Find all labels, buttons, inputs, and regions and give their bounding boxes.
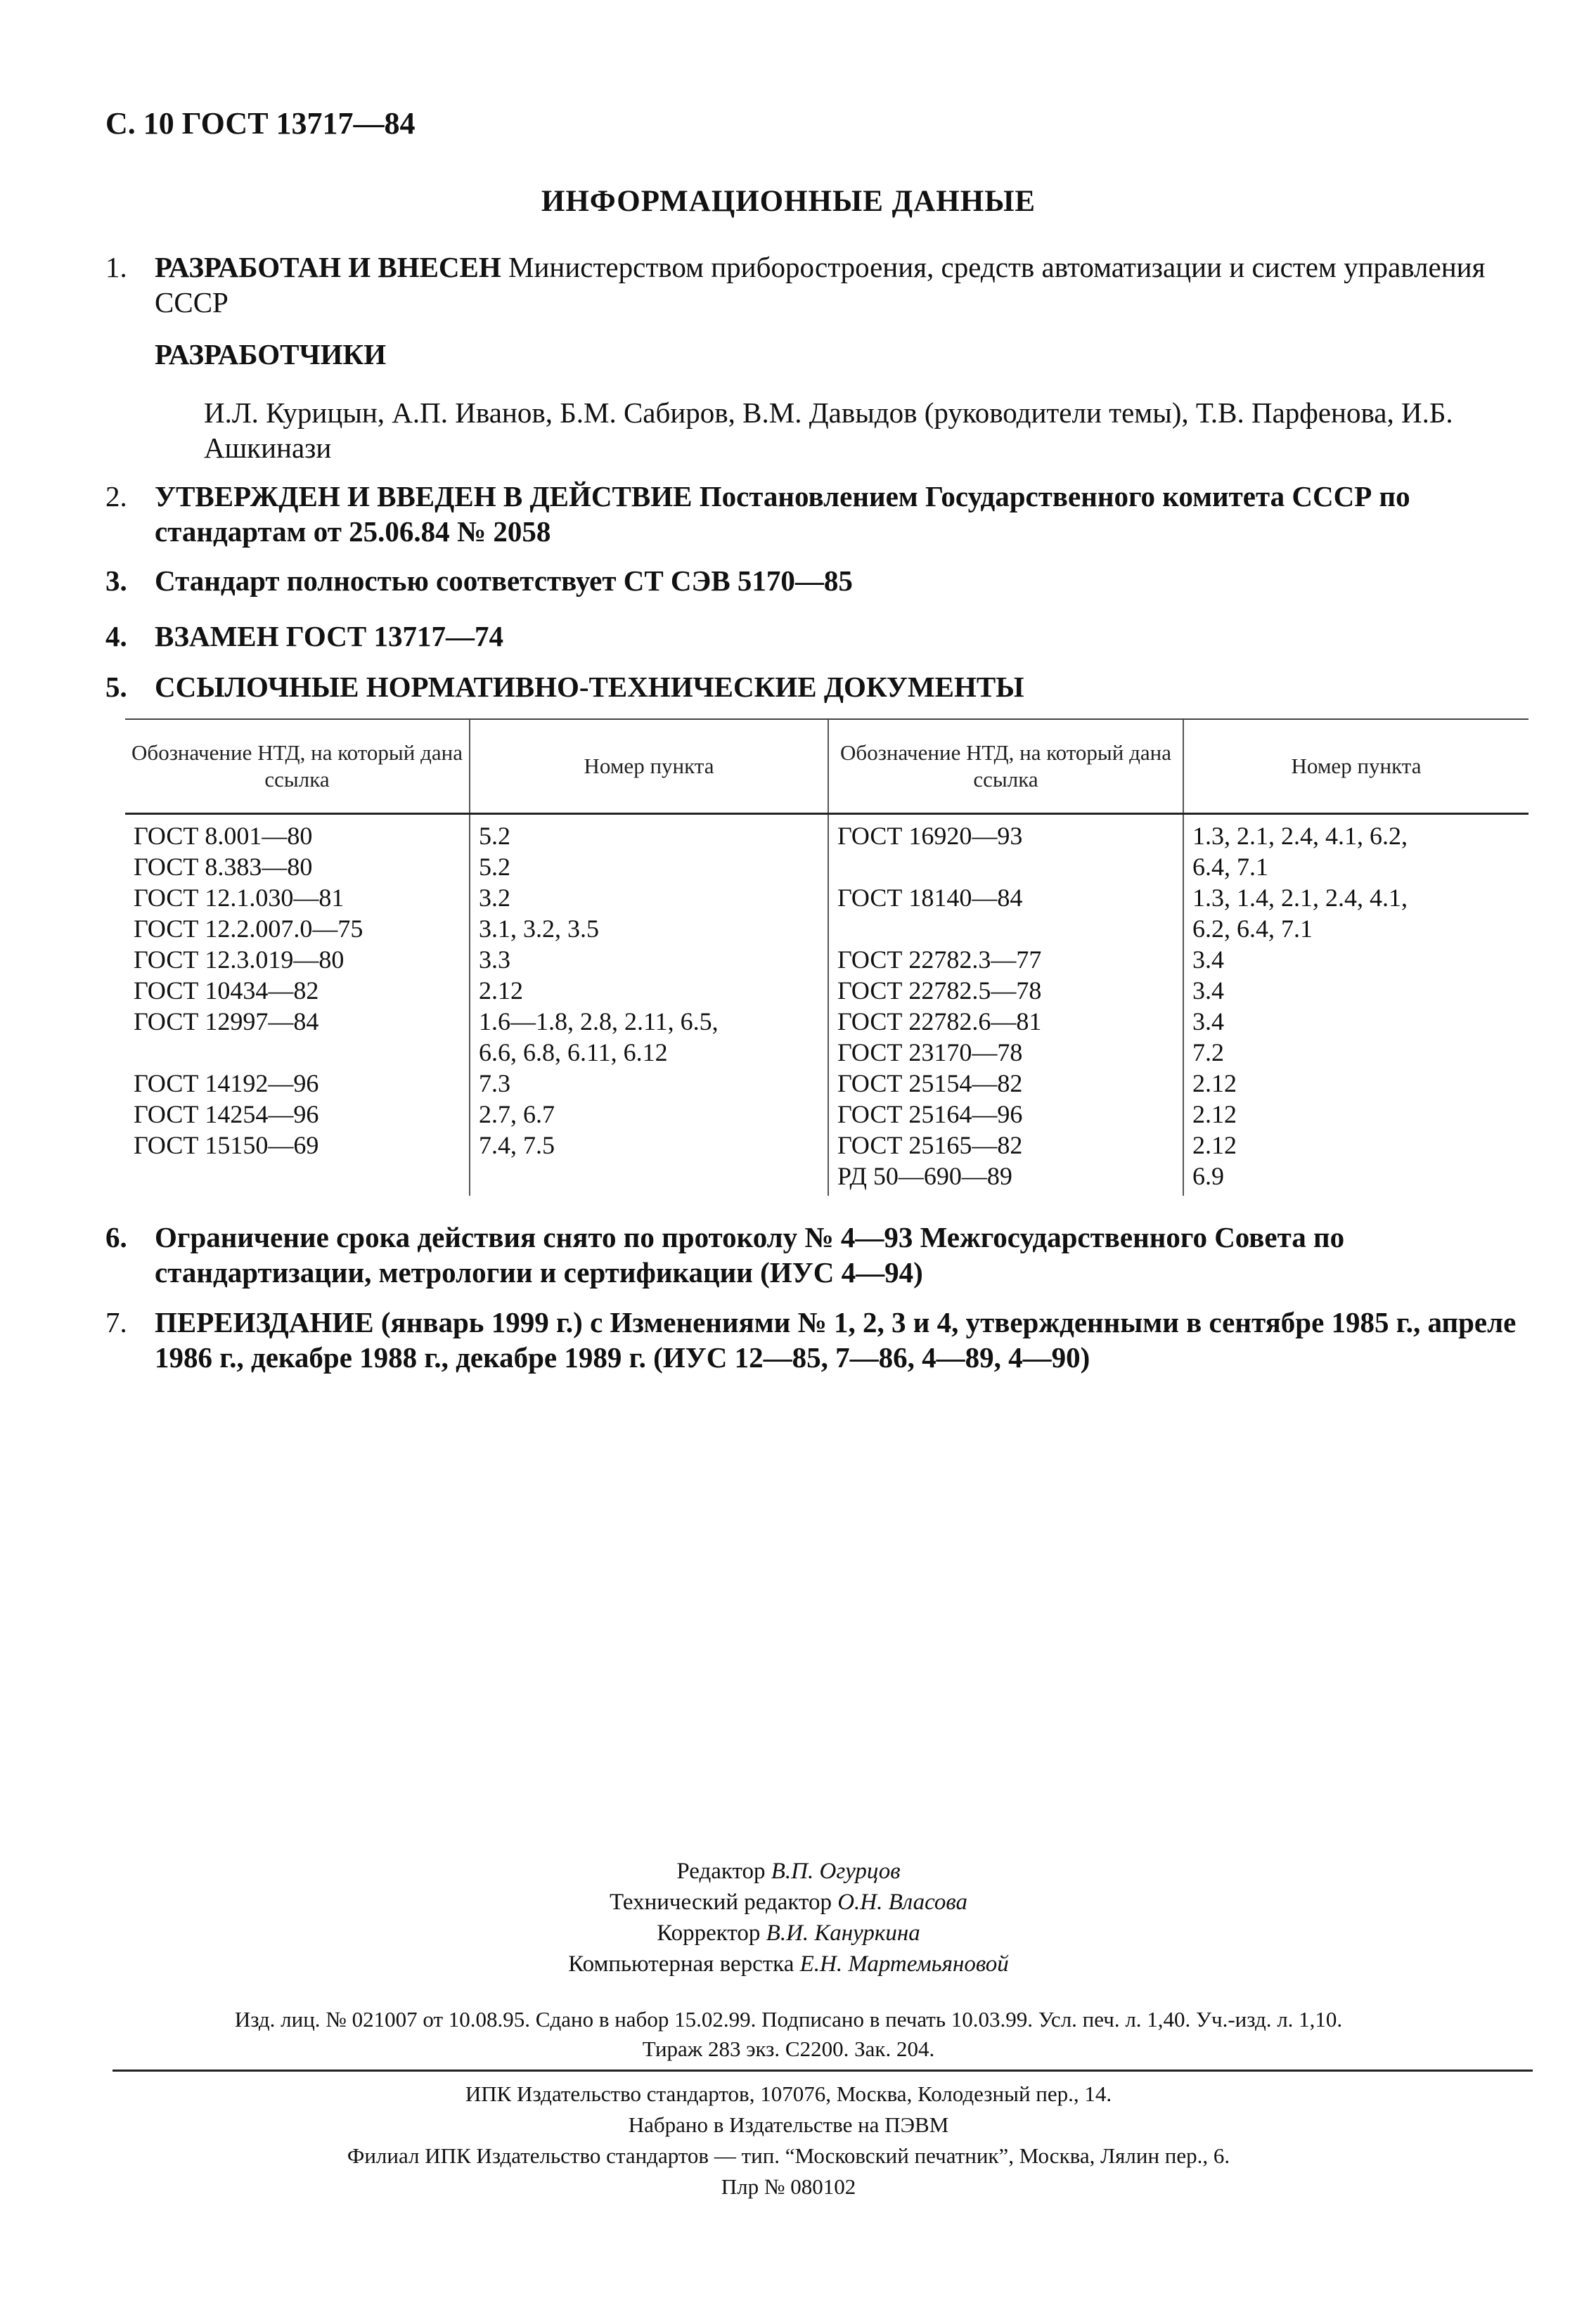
table-row	[125, 913, 1528, 944]
table-cell: ГОСТ 22782.3—77	[828, 944, 1183, 975]
item-1-text: Министерством приборостроения, средств автоматизации и систем управления СССР	[155, 251, 1486, 318]
table-cell: 2.12	[1183, 1099, 1528, 1130]
table-cell	[470, 1161, 828, 1196]
table-cell: ГОСТ 18140—84	[828, 882, 1183, 913]
item-2-text: Постановлением Государственного комитета СССР по стандартам от 25.06.84 № 2058	[155, 480, 1410, 548]
table-cell: ГОСТ 12.3.019—80	[134, 945, 345, 974]
table-cell: 3.4	[1183, 1006, 1528, 1037]
item-7-bold: ПЕРЕИЗДАНИЕ	[155, 1306, 374, 1338]
table-cell: 1.6—1.8, 2.8, 2.11, 6.5,	[470, 1006, 828, 1037]
developers-list: И.Л. Курицын, А.П. Иванов, Б.М. Сабиров, В.М. Давыдов (руководители темы), Т.В. Парфенова, И.Б. Ашкинази	[204, 396, 1453, 464]
table-cell: ГОСТ 14192—96	[134, 1069, 319, 1097]
item-3-text: Стандарт полностью соответствует СТ СЭВ 5170—85	[155, 564, 853, 597]
item-2	[105, 479, 1540, 549]
table-cell: 1.3, 1.4, 2.1, 2.4, 4.1,	[1183, 882, 1528, 913]
press-line-4: Плр № 080102	[721, 2174, 856, 2199]
credits-block	[0, 1856, 1577, 1980]
table-cell: ГОСТ 8.001—80	[134, 822, 313, 850]
press-line-3: Филиал ИПК Издательство стандартов — тип. “Московский печатник”, Москва, Лялин пер., 6.	[347, 2143, 1230, 2168]
table-cell: 3.2	[470, 882, 828, 913]
credit-editor	[0, 1856, 1577, 1887]
table-cell: ГОСТ 25154—82	[828, 1068, 1183, 1099]
item-5	[105, 669, 1540, 704]
publication-info	[0, 2005, 1577, 2064]
table-cell: ГОСТ 10434—82	[134, 976, 319, 1005]
item-7-text: (январь 1999 г.) с Изменениями № 1, 2, 3 и 4, утвержденными в сентябре 1985 г., апреле 1986 г., декабре 1988 г., декабре 1989 г. (ИУС 12—85, 7—86, 4—89, 4—90)	[155, 1306, 1517, 1374]
header-doc-2: Обозначение НТД, на который дана ссылка	[828, 719, 1183, 814]
credit-label: Компьютерная верстка	[568, 1951, 794, 1977]
table-cell: ГОСТ 25164—96	[828, 1099, 1183, 1130]
header-doc-1: Обозначение НТД, на который дана ссылка	[125, 719, 470, 814]
table-cell	[125, 1161, 470, 1196]
credit-layout	[0, 1949, 1577, 1980]
table-cell: 2.7, 6.7	[470, 1099, 828, 1130]
item-7	[105, 1305, 1540, 1375]
item-number: 7.	[105, 1306, 127, 1338]
table-cell: ГОСТ 16920—93	[828, 814, 1183, 852]
credit-name: В.И. Кануркина	[766, 1920, 920, 1946]
table-row	[125, 1130, 1528, 1161]
item-6	[105, 1220, 1540, 1290]
table-cell: ГОСТ 22782.5—78	[828, 975, 1183, 1006]
table-cell: РД 50—690—89	[828, 1161, 1183, 1196]
table-cell: 2.12	[1183, 1130, 1528, 1161]
table-row	[125, 1161, 1528, 1196]
table-cell	[125, 1037, 470, 1068]
table-cell: 1.3, 2.1, 2.4, 4.1, 6.2,	[1183, 814, 1528, 852]
page-title: ИНФОРМАЦИОННЫЕ ДАННЫЕ	[541, 185, 1036, 218]
publication-line-1: Изд. лиц. № 021007 от 10.08.95. Сдано в набор 15.02.99. Подписано в печать 10.03.99. Усл. печ. л. 1,40. Уч.-изд. л. 1,10.	[234, 2007, 1343, 2032]
item-number: 3.	[105, 564, 127, 597]
table-cell: 7.3	[470, 1068, 828, 1099]
table-row	[125, 944, 1528, 975]
item-number: 6.	[105, 1221, 127, 1253]
item-6-text: Ограничение срока действия снято по протоколу № 4—93 Межгосударственного Совета по стандартизации, метрологии и сертификации (ИУС 4—94)	[155, 1221, 1345, 1289]
table-cell: 2.12	[470, 975, 828, 1006]
header-point-1: Номер пункта	[470, 719, 828, 814]
table-cell	[828, 851, 1183, 882]
item-1-bold: РАЗРАБОТАН И ВНЕСЕН	[155, 251, 501, 283]
table-cell: 7.2	[1183, 1037, 1528, 1068]
item-number: 2.	[105, 480, 127, 512]
item-2-bold: УТВЕРЖДЕН И ВВЕДЕН В ДЕЙСТВИЕ	[155, 480, 693, 512]
table-cell: 5.2	[470, 814, 828, 852]
table-cell: 3.3	[470, 944, 828, 975]
table-cell: 3.4	[1183, 975, 1528, 1006]
item-1	[105, 250, 1540, 320]
item-3	[105, 563, 1540, 598]
table-cell: 6.2, 6.4, 7.1	[1183, 913, 1528, 944]
table-cell: 7.4, 7.5	[470, 1130, 828, 1161]
table-cell: 3.1, 3.2, 3.5	[470, 913, 828, 944]
press-line-1: ИПК Издательство стандартов, 107076, Москва, Колодезный пер., 14.	[465, 2081, 1112, 2106]
credit-corrector	[0, 1918, 1577, 1949]
table-row	[125, 851, 1528, 882]
table-row	[125, 1006, 1528, 1037]
table-cell	[828, 913, 1183, 944]
table-row	[125, 1037, 1528, 1068]
printing-house-info	[0, 2079, 1577, 2202]
table-header-row	[125, 719, 1528, 814]
table-cell: 3.4	[1183, 944, 1528, 975]
press-line-2: Набрано в Издательстве на ПЭВМ	[628, 2112, 949, 2137]
credit-name: О.Н. Власова	[837, 1890, 968, 1915]
table-cell: ГОСТ 12.1.030—81	[134, 884, 345, 912]
table-cell: ГОСТ 23170—78	[828, 1037, 1183, 1068]
table-cell: ГОСТ 12997—84	[134, 1007, 319, 1035]
item-5-text: ССЫЛОЧНЫЕ НОРМАТИВНО-ТЕХНИЧЕСКИЕ ДОКУМЕНТЫ	[155, 671, 1024, 703]
table-cell: ГОСТ 12.2.007.0—75	[134, 915, 363, 943]
table-row	[125, 1099, 1528, 1130]
publication-line-2: Тираж 283 экз. С2200. Зак. 204.	[642, 2036, 935, 2061]
credit-label: Корректор	[657, 1920, 761, 1946]
divider	[112, 2070, 1533, 2072]
item-number: 1.	[105, 251, 127, 283]
table-row	[125, 882, 1528, 913]
table-cell: 6.4, 7.1	[1183, 851, 1528, 882]
credit-label: Редактор	[676, 1859, 766, 1884]
item-4-text: ВЗАМЕН ГОСТ 13717—74	[155, 620, 503, 652]
table-row	[125, 814, 1528, 852]
table-cell: 6.9	[1183, 1161, 1528, 1196]
credit-tech-editor	[0, 1887, 1577, 1918]
credit-label: Технический редактор	[609, 1890, 832, 1915]
table-cell: 6.6, 6.8, 6.11, 6.12	[470, 1037, 828, 1068]
item-4	[105, 619, 1540, 654]
item-number: 4.	[105, 620, 127, 652]
table-cell: ГОСТ 15150—69	[134, 1131, 319, 1159]
credit-name: Е.Н. Мартемьяновой	[799, 1951, 1009, 1977]
table-cell: ГОСТ 22782.6—81	[828, 1006, 1183, 1037]
table-cell: 5.2	[470, 851, 828, 882]
header-point-2: Номер пункта	[1183, 719, 1528, 814]
page-header: С. 10 ГОСТ 13717—84	[105, 106, 416, 141]
credit-name: В.П. Огурцов	[771, 1859, 901, 1884]
item-number: 5.	[105, 671, 127, 703]
table-cell: ГОСТ 14254—96	[134, 1100, 319, 1128]
table-cell: ГОСТ 25165—82	[828, 1130, 1183, 1161]
table-row	[125, 975, 1528, 1006]
table-row	[125, 1068, 1528, 1099]
developers-heading: РАЗРАБОТЧИКИ	[155, 338, 387, 370]
table-cell: 2.12	[1183, 1068, 1528, 1099]
reference-table	[125, 718, 1528, 1196]
table-cell: ГОСТ 8.383—80	[134, 853, 313, 881]
